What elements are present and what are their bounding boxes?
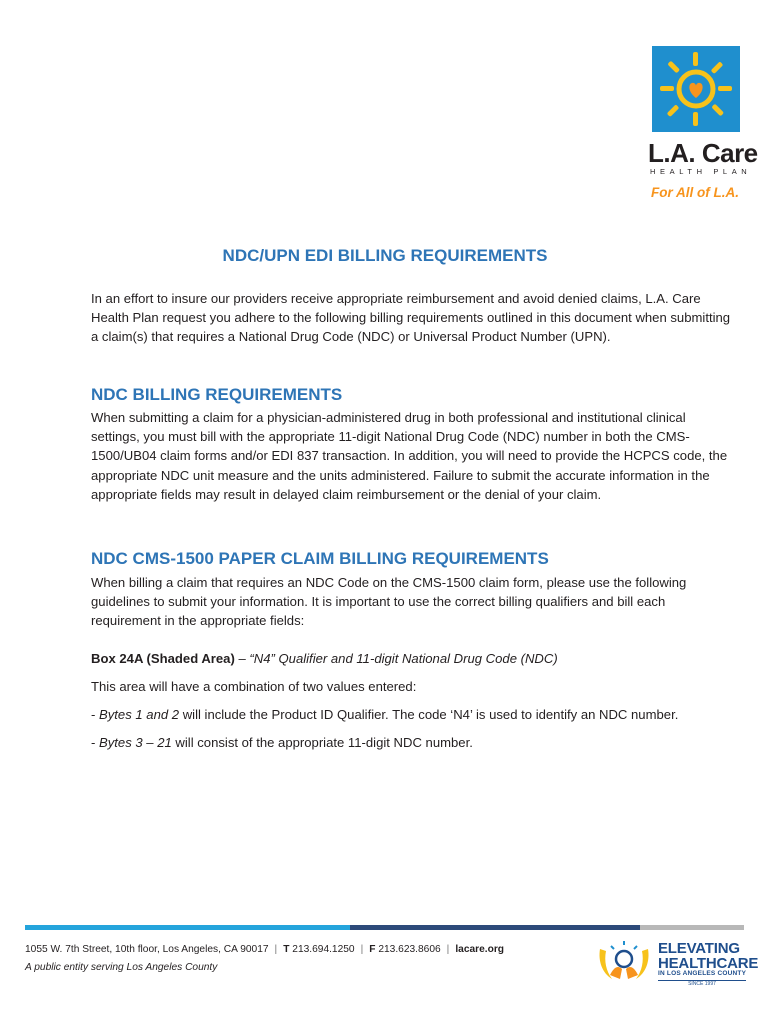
footer-address: 1055 W. 7th Street, 10th floor, Los Angeles, CA 90017 — [25, 944, 269, 955]
box-label: Box 24A (Shaded Area) — [91, 651, 235, 666]
fax-label: F — [369, 944, 376, 955]
bullet-prefix: - — [91, 707, 99, 722]
section2-body: When billing a claim that requires an NDC Code on the CMS-1500 claim form, please use the following guidelines to submit your information. It is important to use the correct billing qualifiers and bill each requirement in the appropriate fields: — [91, 575, 687, 629]
bullet-text: will include the Product ID Qualifier. The code ‘N4’ is used to identify an NDC number. — [179, 707, 679, 722]
bullet-term: Bytes 3 – 21 — [99, 735, 172, 750]
badge-line4: SINCE 1997 — [658, 980, 746, 987]
footer-website[interactable]: lacare.org — [455, 944, 505, 955]
logo-name: L.A. Care — [648, 138, 758, 168]
phone-label: T — [283, 944, 290, 955]
box-24a-line — [91, 649, 736, 668]
badge-line2: HEALTHCARE — [658, 955, 759, 972]
footer-rule-gray — [640, 925, 744, 930]
sun-heart-icon — [652, 46, 740, 132]
separator: | — [446, 944, 450, 955]
box-description: “N4” Qualifier and 11-digit National Drug Code (NDC) — [249, 651, 558, 666]
bullet-text: will consist of the appropriate 11-digit NDC number. — [171, 735, 473, 750]
elevating-healthcare-text — [658, 941, 758, 987]
section2-heading: NDC CMS-1500 PAPER CLAIM BILLING REQUIREMENTS — [91, 549, 549, 568]
list-item — [91, 733, 736, 752]
elevating-healthcare-logo — [596, 939, 652, 988]
la-care-logo — [652, 46, 740, 132]
badge-line1: ELEVATING — [658, 940, 740, 957]
page-title: NDC/UPN EDI BILLING REQUIREMENTS — [222, 246, 548, 265]
combo-text: This area will have a combination of two values entered: — [91, 679, 417, 694]
logo-tagline: For All of L.A. — [651, 185, 739, 200]
section1-heading: NDC BILLING REQUIREMENTS — [91, 385, 343, 404]
separator: | — [274, 944, 278, 955]
footer-phone: 213.694.1250 — [292, 944, 355, 955]
hands-sun-icon — [596, 939, 652, 983]
footer-fax: 213.623.8606 — [378, 944, 441, 955]
logo-subtitle: HEALTH PLAN — [650, 167, 752, 176]
intro-paragraph: In an effort to insure our providers receive appropriate reimbursement and avoid denied claims, L.A. Care Health Plan request you adhere to the following billing requirements outlined in this document when submitting a claim(s) that requires a National Drug Code (NDC) or Universal Product Number (UPN). — [91, 291, 731, 345]
bullet-prefix: - — [91, 735, 99, 750]
footer-rule-navy — [350, 925, 640, 930]
footer-rule-blue — [25, 925, 350, 930]
section1-body: When submitting a claim for a physician-administered drug in both professional and institutional clinical settings, you must bill with the appropriate 11-digit National Drug Code (NDC) number in both the CMS-1500/UB04 claim forms and/or EDI 837 transaction. In addition, you will need to provide the HCPCS code, the appropriate NDC unit measure and the units administered. Failure to submit the accurate information in the appropriate fields may result in delayed claim reimbursement or the denial of your claim. — [91, 410, 728, 502]
box-dash: – — [234, 651, 250, 666]
badge-line3: IN LOS ANGELES COUNTY — [658, 970, 747, 977]
footer-contact — [25, 944, 504, 955]
footer-note: A public entity serving Los Angeles County — [25, 962, 218, 973]
list-item — [91, 705, 736, 724]
bullet-term: Bytes 1 and 2 — [99, 707, 180, 722]
separator: | — [360, 944, 364, 955]
